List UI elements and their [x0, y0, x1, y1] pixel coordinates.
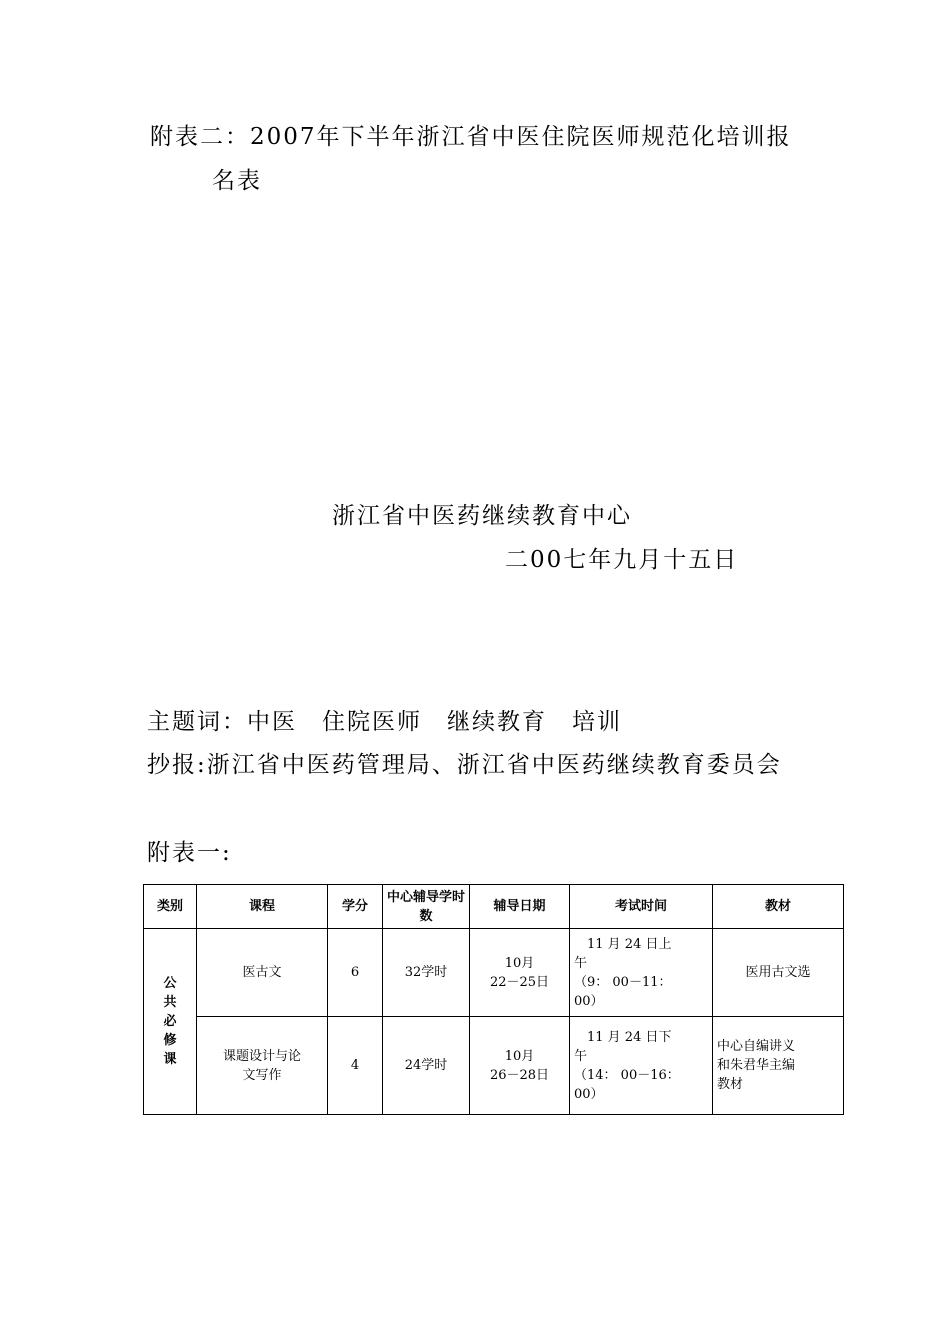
material-cell: 中心自编讲义 和朱君华主编 教材: [713, 1017, 844, 1115]
credit-cell: 6: [328, 929, 383, 1017]
material-cell: 医用古文选: [713, 929, 844, 1017]
page-title-line1: 附表二：2007年下半年浙江省中医住院医师规范化培训报: [150, 124, 792, 150]
credit-cell: 4: [328, 1017, 383, 1115]
attachment-label: 附表一:: [147, 840, 232, 866]
issue-date: 二00七年九月十五日: [505, 547, 739, 573]
header-hours: 中心辅导学时数: [383, 885, 470, 929]
course-schedule-table: [143, 884, 844, 1115]
issuing-organization: 浙江省中医药继续教育中心: [332, 503, 632, 529]
header-category: 类别: [144, 885, 197, 929]
page-title-line2: 名表: [212, 168, 262, 194]
course-cell: 课题设计与论 文写作: [197, 1017, 328, 1115]
header-credit: 学分: [328, 885, 383, 929]
category-cell: 公 共 必 修 课: [144, 929, 197, 1115]
hours-cell: 24学时: [383, 1017, 470, 1115]
tutor-date-cell: 10月 26－28日: [470, 1017, 570, 1115]
cc-recipients: 抄报:浙江省中医药管理局、浙江省中医药继续教育委员会: [147, 752, 782, 778]
table-header-row: [144, 885, 844, 929]
header-material: 教材: [713, 885, 844, 929]
exam-time-cell: 11 月 24 日上 午 （9： 00－11： 00）: [570, 929, 713, 1017]
tutor-date-cell: 10月 22－25日: [470, 929, 570, 1017]
table-row: [144, 1017, 844, 1115]
hours-cell: 32学时: [383, 929, 470, 1017]
header-course: 课程: [197, 885, 328, 929]
header-tutor-date: 辅导日期: [470, 885, 570, 929]
subject-keywords: 主题词：中医 住院医师 继续教育 培训: [147, 709, 622, 735]
exam-time-cell: 11 月 24 日下 午 （14： 00－16： 00）: [570, 1017, 713, 1115]
table-row: [144, 929, 844, 1017]
header-exam-time: 考试时间: [570, 885, 713, 929]
course-cell: 医古文: [197, 929, 328, 1017]
